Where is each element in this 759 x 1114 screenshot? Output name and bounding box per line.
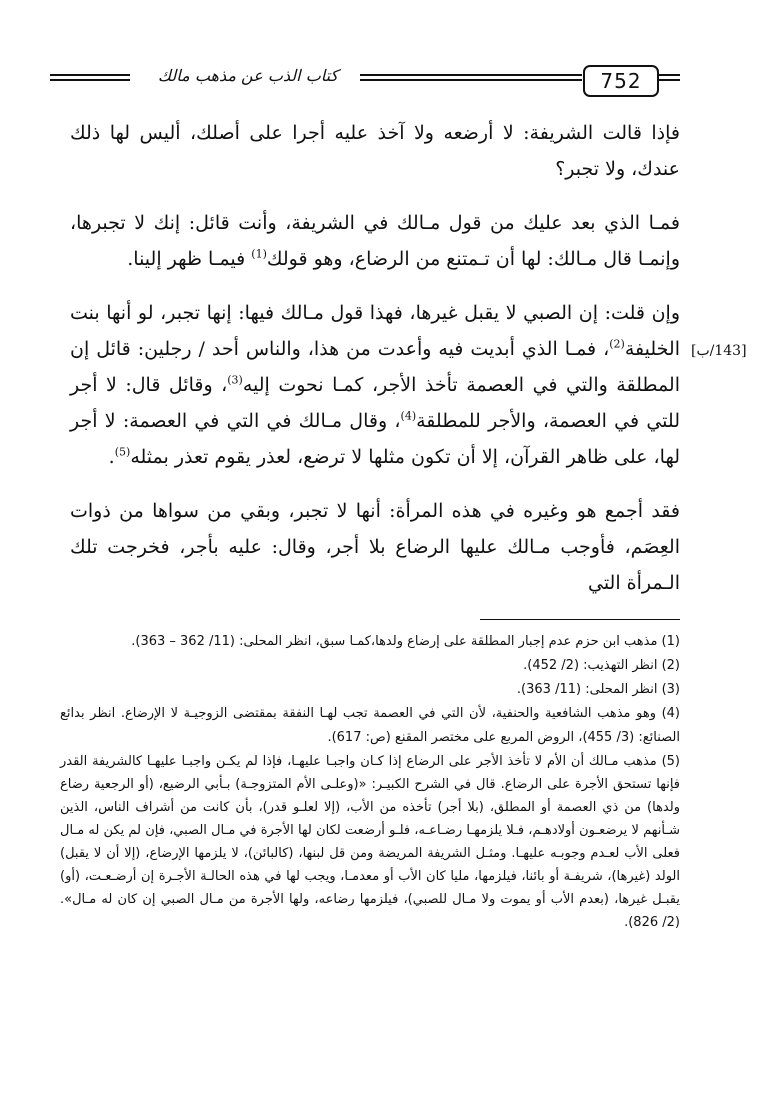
footnote-ref-1: (1) <box>251 247 267 261</box>
footnote-1: (1) مذهب ابن حزم عدم إجبار المطلقة على إرضاع ولدها،كمـا سبق، انظر المحلى: (11/ 362 – 363). <box>131 634 680 649</box>
paragraph-2 <box>70 205 680 277</box>
header-rule-left-lower <box>50 79 130 81</box>
footnote-4: (4) وهو مذهب الشافعية والحنفية، لأن التي في العصمة تجب لهـا النفقة بمقتضى الزوجيـة لا الإرضاع. انظر بدائع الصنائع: (3/ 455)، الروض المربع على مختصر المقنع (ص: 617). <box>60 706 680 745</box>
paragraph-2-text-b: فيمـا ظهر إلينا. <box>127 248 252 270</box>
paragraph-3-text-d: ، وقال مـالك في التي في العصمة: لا أجر لها، على ظاهر القرآن، إلا أن تكون مثلها لا ترضع، لعذر يقوم تعذر بمثله <box>70 410 680 468</box>
header-rule-mid <box>360 74 582 76</box>
paragraph-1: فإذا قالت الشريفة: لا أرضعه ولا آخذ عليه أجرا على أصلك، أليس لها ذلك عندك، ولا تجبر؟ <box>70 122 680 180</box>
paragraph-4: فقد أجمع هو وغيره في هذه المرأة: أنها لا تجبر، وبقي من سواها من ذوات العِصَم، فأوجب مـالك عليها الرضاع بلا أجر، وقال: عليه بأجر، فخرجت تلك الـمرأة التي <box>70 500 680 594</box>
header-rule-mid-lower <box>360 79 582 81</box>
paragraph-3-text-e: . <box>108 446 115 468</box>
paragraph-3-text-b: ، فمـا الذي أبديت فيه وأعدت من هذا، والناس أحد / رجلين: قائل إن المطلقة والتي في العصمة تأخذ الأجر، كمـا نحوت إليه <box>70 338 681 396</box>
footnote-ref-3: (3) <box>227 373 243 387</box>
paragraph-3 <box>70 295 680 475</box>
footnote-separator <box>480 619 680 620</box>
footnote-ref-4: (4) <box>400 409 417 423</box>
page-number: 752 <box>583 65 659 97</box>
footnote-5: (5) مذهب مـالك أن الأم لا تأخذ الأجر على الرضاع إذا كـان واجبـا عليهـا، فإذا لم يكـن واجبـا عليهـا كالشريفة القدر فإنها تستحق الأجرة على الرضاع. قال في الشرح الكبيـر: «(وعلـى الأم المتزوجـة) بـأبي الرضيع، (أو الرجعية رضاع ولدها) من ذي العصمة أو المطلق، (بلا أجر) تأخذه من الأب، (إلا لعلـو قدر)، بأن كانت من أشراف الناس، الذين شـأنهم لا يرضعـون أولادهـم، فـلا يلزمهـا رضـاعـه، فلـو أرضعت لكان لها الأجرة في مـال الصبي، فإن لم يكن له مـال فعلى الأب لعـدم وجوبـه عليهـا. ومثـل الشريفة المريضة ومن قل لبنها، (كالبائن)، لا يلزمها الإرضاع، (إلا أن لا يقبل) الولد (غيرها)، شريفـة أو بائنا، فيلزمها، مليا كان الأب أو معدمـا، ويجب لها في هذه الحالـة الأجـرة إن أرضـعـت، (أو) يقبـل غيرها، (بعدم الأب أو يموت ولا مـال للصبي)، فيلزمها رضاعه، ولها الأجرة من مـال الصبي إن كان له مـال». (2/ 826). <box>60 754 680 930</box>
header-rule-left <box>50 74 130 76</box>
footnotes <box>60 630 680 934</box>
page-header <box>40 62 680 96</box>
header-rule-right-lower <box>658 79 680 81</box>
footnote-2: (2) انظر التهذيب: (2/ 452). <box>523 658 680 673</box>
main-text <box>70 115 680 619</box>
footnote-3: (3) انظر المحلى: (11/ 363). <box>516 682 680 697</box>
header-rule-right <box>658 74 680 76</box>
book-title: كتاب الذب عن مذهب مالك <box>157 66 339 85</box>
paragraph-3-text-a: وإن قلت: إن الصبي لا يقبل غيرها، فهذا قول مـالك فيها: إنها تجبر، لو أنها بنت الخليفة <box>70 302 680 360</box>
paragraph-2-text-a: فمـا الذي بعد عليك من قول مـالك في الشريفة، وأنت قائل: إنك لا تجبرها، وإنمـا قال مـالك: لها أن تـمتنع من الرضاع، وهو قولك <box>70 212 680 270</box>
paragraph-3-text-c: ، وقائل قال: لا أجر للتي في العصمة، والأجر للمطلقة <box>70 374 680 432</box>
footnote-ref-2: (2) <box>609 337 625 351</box>
footnote-ref-5: (5) <box>114 445 131 459</box>
manuscript-folio-note: [143/ب] <box>691 343 747 359</box>
